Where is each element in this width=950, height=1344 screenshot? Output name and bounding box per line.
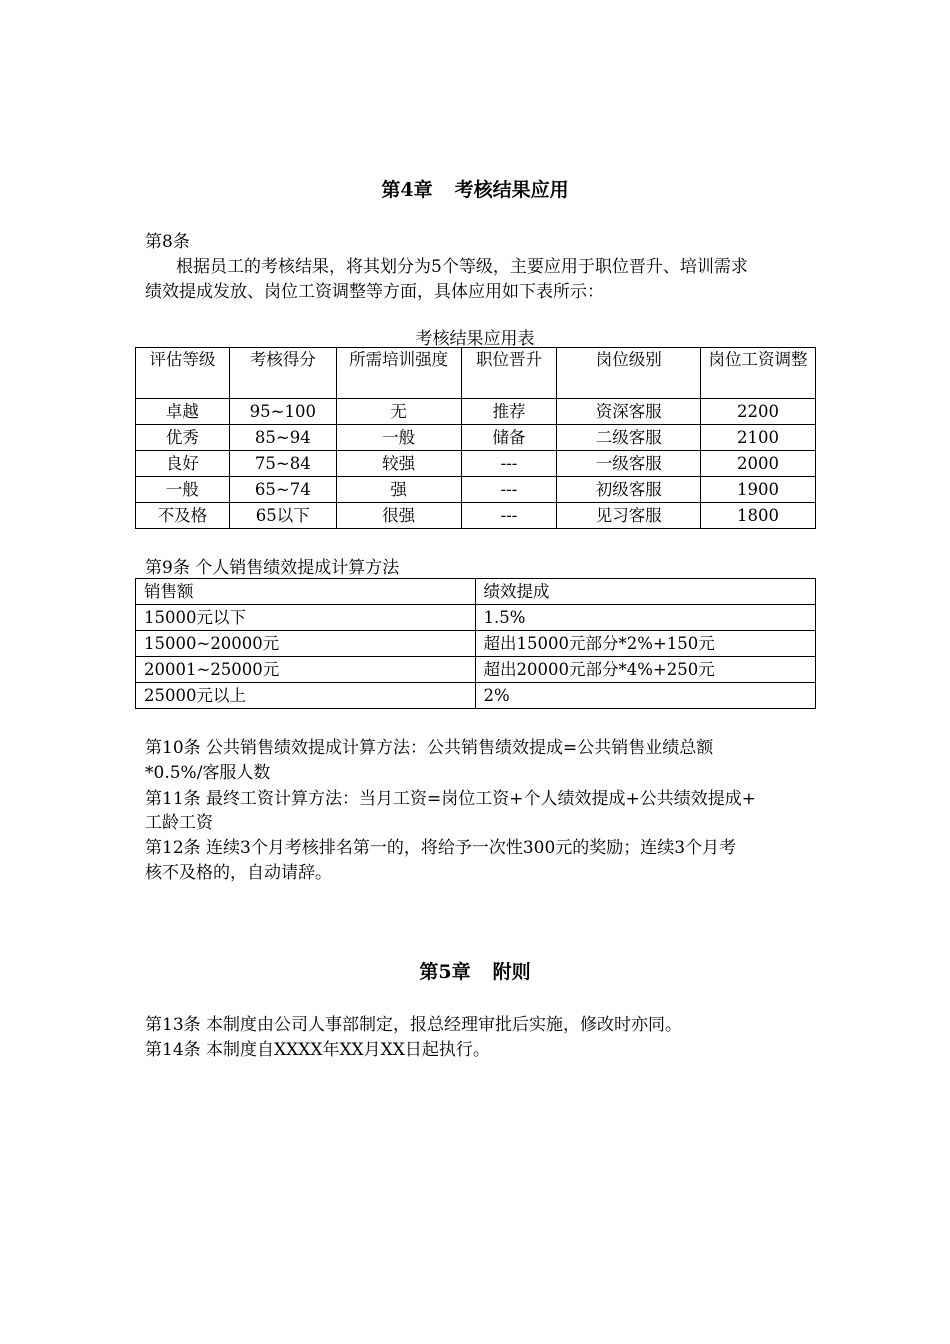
table-row (136, 503, 816, 529)
table-cell: 一级客服 (557, 451, 701, 477)
table-cell: 2100 (701, 425, 816, 451)
table-cell: 无 (336, 399, 461, 425)
table-cell: 见习客服 (557, 503, 701, 529)
table-cell: 优秀 (136, 425, 230, 451)
table-cell: 超出15000元部分*2%+150元 (475, 631, 815, 657)
table-cell: --- (461, 451, 557, 477)
table1-header-cell: 所需培训强度 (336, 348, 461, 399)
chapter-5-title: 附则 (492, 961, 531, 983)
chapter-4-number: 第4章 (381, 179, 433, 201)
article-8-text-line2: 绩效提成发放、岗位工资调整等方面，具体应用如下表所示： (145, 282, 604, 302)
article-12-line1: 第12条 连续3个月考核排名第一的，将给予一次性300元的奖励；连续3个月考 (145, 838, 737, 858)
article-12-line2: 核不及格的，自动请辞。 (145, 863, 332, 883)
table-cell: 很强 (336, 503, 461, 529)
table-cell: 1900 (701, 477, 816, 503)
article-8-label: 第8条 (145, 232, 190, 252)
table-cell: 75~84 (229, 451, 336, 477)
article-8-text-line1: 根据员工的考核结果，将其划分为5个等级，主要应用于职位晋升、培训需求 (176, 257, 748, 277)
table-cell: 20001~25000元 (136, 657, 476, 683)
table-cell: 初级客服 (557, 477, 701, 503)
table-cell: 强 (336, 477, 461, 503)
article-11-line2: 工龄工资 (145, 813, 213, 833)
table-cell: 1800 (701, 503, 816, 529)
table2-header-cell: 绩效提成 (475, 579, 815, 605)
table-row (136, 399, 816, 425)
table2-header-cell: 销售额 (136, 579, 476, 605)
table-cell: 15000元以下 (136, 605, 476, 631)
chapter-5-number: 第5章 (419, 961, 471, 983)
article-10-line1: 第10条 公共销售绩效提成计算方法：公共销售绩效提成=公共销售业绩总额 (145, 738, 714, 758)
table-cell: 65以下 (229, 503, 336, 529)
chapter-5-heading (0, 957, 950, 984)
table-row (136, 631, 816, 657)
table1-header-cell: 岗位级别 (557, 348, 701, 399)
table-cell: 一般 (136, 477, 230, 503)
table-cell: 85~94 (229, 425, 336, 451)
chapter-4-title: 考核结果应用 (454, 179, 569, 201)
table-cell: 25000元以上 (136, 683, 476, 709)
sales-commission-table (135, 578, 816, 709)
table1-header-cell: 职位晋升 (461, 348, 557, 399)
table-cell: --- (461, 477, 557, 503)
article-9-title: 第9条 个人销售绩效提成计算方法 (145, 558, 400, 578)
table-cell: 15000~20000元 (136, 631, 476, 657)
table1-header-cell: 评估等级 (136, 348, 230, 399)
table-row (136, 683, 816, 709)
table-cell: 2% (475, 683, 815, 709)
table-cell: 1.5% (475, 605, 815, 631)
table1-header-cell: 岗位工资调整 (701, 348, 816, 399)
table1-caption: 考核结果应用表 (415, 329, 535, 349)
table-cell: 卓越 (136, 399, 230, 425)
article-14: 第14条 本制度自XXXX年XX月XX日起执行。 (145, 1040, 490, 1060)
table-row (136, 605, 816, 631)
article-10-line2: *0.5%/客服人数 (145, 763, 271, 783)
table-cell: 较强 (336, 451, 461, 477)
table-cell: 一般 (336, 425, 461, 451)
table-cell: 95~100 (229, 399, 336, 425)
table-cell: 良好 (136, 451, 230, 477)
table-cell: 推荐 (461, 399, 557, 425)
assessment-result-table (135, 347, 816, 529)
table-cell: 65~74 (229, 477, 336, 503)
table-cell: 超出20000元部分*4%+250元 (475, 657, 815, 683)
table-cell: 储备 (461, 425, 557, 451)
chapter-4-heading (0, 175, 950, 202)
table-cell: 二级客服 (557, 425, 701, 451)
table1-header-cell: 考核得分 (229, 348, 336, 399)
table-row (136, 477, 816, 503)
table-cell: 不及格 (136, 503, 230, 529)
table-row (136, 425, 816, 451)
table-cell: 资深客服 (557, 399, 701, 425)
table-row (136, 451, 816, 477)
article-11-line1: 第11条 最终工资计算方法：当月工资=岗位工资+个人绩效提成+公共绩效提成+ (145, 789, 757, 809)
table1-header-row (136, 348, 816, 399)
table-cell: 2000 (701, 451, 816, 477)
table-row (136, 657, 816, 683)
article-13: 第13条 本制度由公司人事部制定，报总经理审批后实施，修改时亦同。 (145, 1015, 683, 1035)
table-cell: 2200 (701, 399, 816, 425)
table-cell: --- (461, 503, 557, 529)
table2-header-row (136, 579, 816, 605)
